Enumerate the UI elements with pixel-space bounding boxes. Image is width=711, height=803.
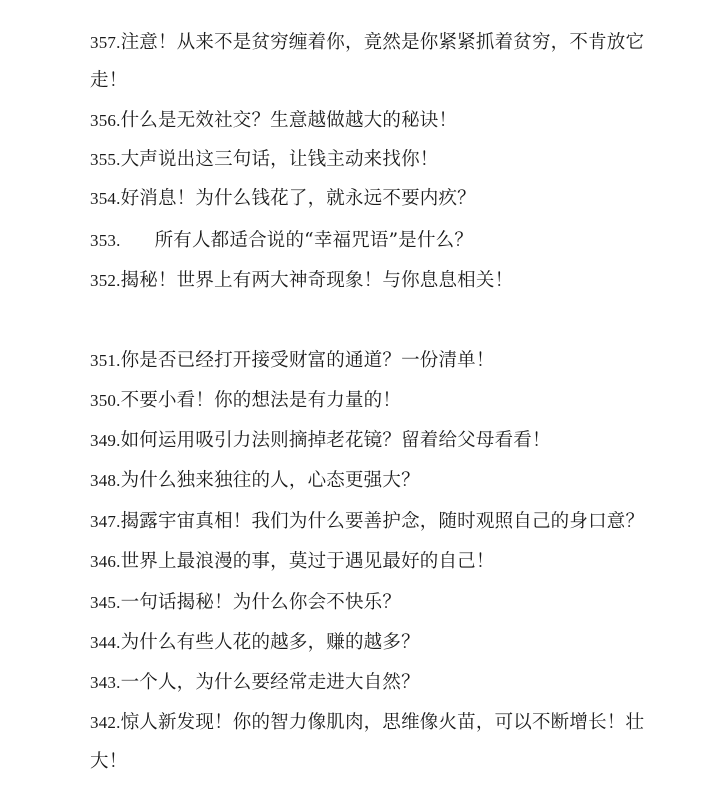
item-text: 所有人都适合说的“幸福咒语”是什么？ [154,230,474,251]
list-item-350 [90,389,401,413]
item-number: 350. [90,391,121,410]
item-text: 揭露宇宙真相！我们为什么要善护念，随时观照自己的身口意？ [120,511,645,532]
item-text: 惊人新发现！你的智力像肌肉，思维像火苗，可以不断增长！壮 [120,712,645,733]
list-item-349 [90,429,551,453]
item-text: 注意！从来不是贫穷缠着你，竟然是你紧紧抓着贫穷，不肯放它 [120,32,645,53]
item-text: 揭秘！世界上有两大神奇现象！与你息息相关！ [120,270,514,291]
item-text-continued: 大！ [90,751,128,772]
list-item-344 [90,631,420,655]
list-item-342-continued [90,750,127,774]
item-text: 好消息！为什么钱花了，就永远不要内疚？ [120,188,476,209]
item-number: 343. [90,673,121,692]
item-text: 什么是无效社交？生意越做越大的秘诀！ [120,110,458,131]
item-text: 一句话揭秘！为什么你会不快乐？ [120,592,402,613]
item-number: 354. [90,189,121,208]
item-text: 大声说出这三句话，让钱主动来找你！ [120,149,439,170]
item-number: 352. [90,271,121,290]
item-text: 为什么独来独往的人，心态更强大？ [120,470,420,491]
item-number: 342. [90,713,121,732]
item-text: 如何运用吸引力法则摘掉老花镜？留着给父母看看！ [120,430,551,451]
list-item-345 [90,591,401,615]
item-number: 344. [90,633,121,652]
list-item-352 [90,269,513,293]
item-number: 351. [90,351,121,370]
item-text: 一个人，为什么要经常走进大自然？ [120,672,420,693]
item-number: 345. [90,593,121,612]
item-text: 不要小看！你的想法是有力量的！ [120,390,402,411]
list-item-348 [90,469,420,493]
item-number: 346. [90,552,121,571]
list-item-346 [90,550,495,574]
item-text: 你是否已经打开接受财富的通道？一份清单！ [120,350,495,371]
list-item-357-continued [90,69,127,93]
list-item-342 [90,711,644,735]
item-number: 348. [90,471,121,490]
list-item-353 [90,229,473,253]
list-item-347 [90,510,644,534]
item-number: 355. [90,150,121,169]
list-item-351 [90,349,495,373]
item-text-continued: 走！ [90,70,128,91]
item-text: 世界上最浪漫的事，莫过于遇见最好的自己！ [120,551,495,572]
list-item-354 [90,187,476,211]
item-number: 357. [90,33,121,52]
item-text: 为什么有些人花的越多，赚的越多？ [120,632,420,653]
list-item-356 [90,109,457,133]
item-number: 356. [90,111,121,130]
item-number: 353. [90,231,121,250]
list-item-355 [90,148,438,172]
item-number: 349. [90,431,121,450]
list-item-343 [90,671,420,695]
list-item-357 [90,31,644,55]
item-number: 347. [90,512,121,531]
